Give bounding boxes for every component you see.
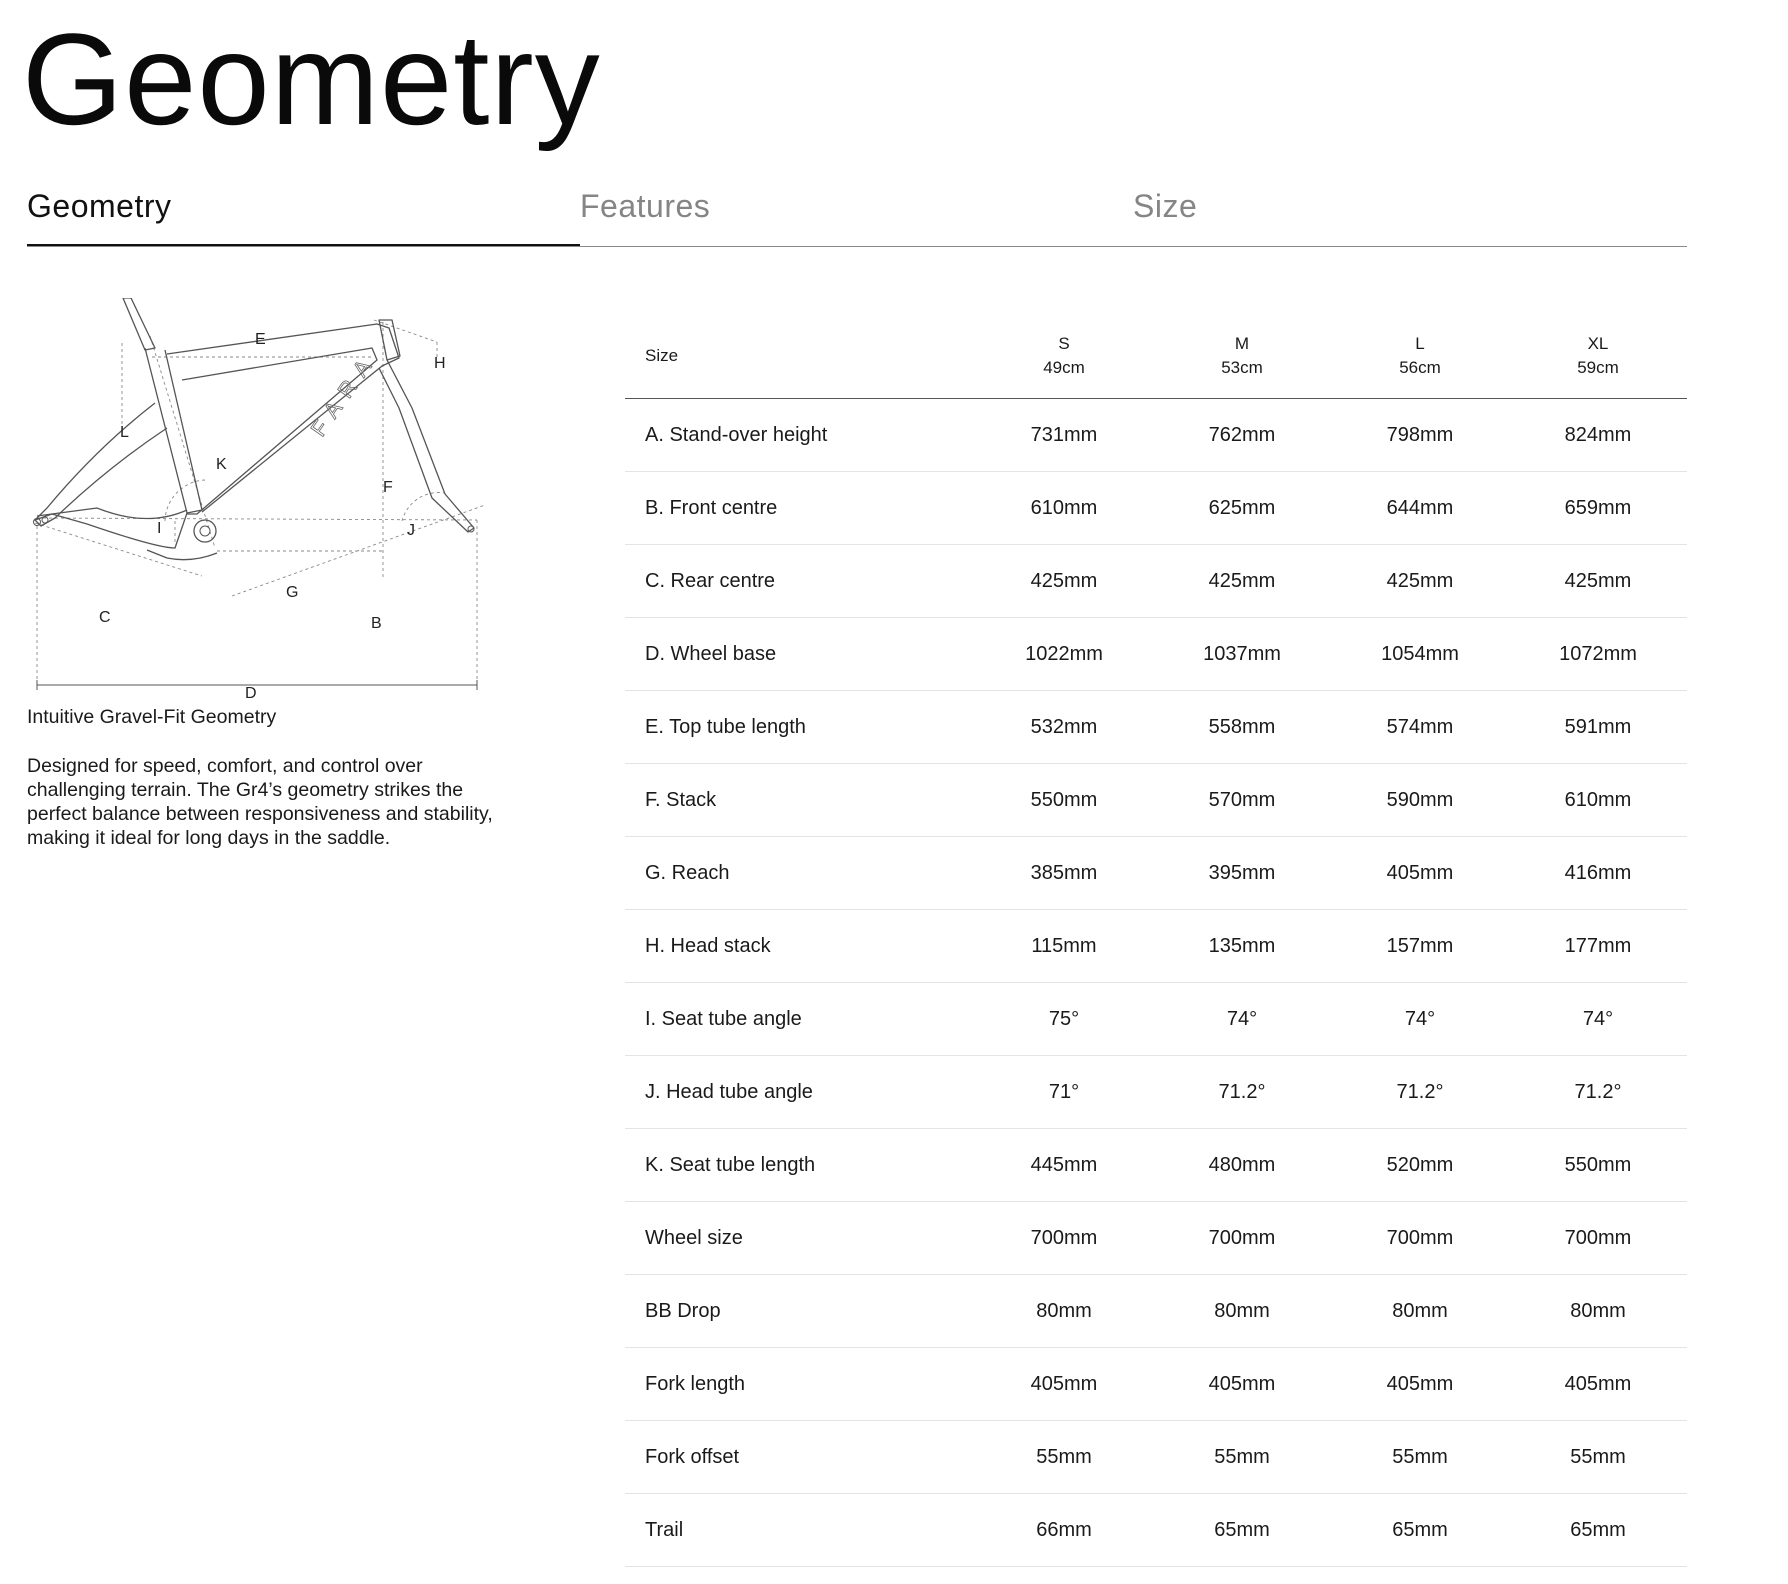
cell-value: 416mm xyxy=(1509,837,1687,910)
cell-value: 625mm xyxy=(1153,472,1331,545)
cell-value: 55mm xyxy=(1509,1421,1687,1494)
label-e: E xyxy=(255,331,266,348)
row-label: E. Top tube length xyxy=(625,691,975,764)
cell-value: 385mm xyxy=(975,837,1153,910)
diagram-description: Designed for speed, comfort, and control over challenging terrain. The Gr4’s geometry strikes the perfect balance between responsiveness and stability, making it ideal for long days in the saddle. xyxy=(27,755,493,849)
bottom-bracket xyxy=(194,520,216,542)
label-f: F xyxy=(383,479,393,496)
cell-value: 80mm xyxy=(975,1275,1153,1348)
cell-value: 1037mm xyxy=(1153,618,1331,691)
label-b: B xyxy=(371,615,382,632)
label-j: J xyxy=(407,522,415,539)
cell-value: 480mm xyxy=(1153,1129,1331,1202)
table-row xyxy=(625,1494,1687,1567)
cell-value: 65mm xyxy=(1331,1494,1509,1567)
cell-value: 574mm xyxy=(1331,691,1509,764)
size-cm: 53cm xyxy=(1221,358,1263,377)
cell-value: 425mm xyxy=(1331,545,1509,618)
cell-value: 135mm xyxy=(1153,910,1331,983)
cell-value: 80mm xyxy=(1331,1275,1509,1348)
cell-value: 66mm xyxy=(975,1494,1153,1567)
cell-value: 700mm xyxy=(1331,1202,1509,1275)
cell-value: 55mm xyxy=(975,1421,1153,1494)
tab-features[interactable]: Features xyxy=(580,188,711,224)
cell-value: 157mm xyxy=(1331,910,1509,983)
table-row xyxy=(625,837,1687,910)
cell-value: 700mm xyxy=(1153,1202,1331,1275)
cell-value: 425mm xyxy=(1153,545,1331,618)
table-row xyxy=(625,1421,1687,1494)
row-label: D. Wheel base xyxy=(625,618,975,691)
row-label: BB Drop xyxy=(625,1275,975,1348)
geometry-table xyxy=(625,314,1687,1567)
cell-value: 115mm xyxy=(975,910,1153,983)
frame-diagram-svg xyxy=(27,298,487,698)
cell-value: 610mm xyxy=(1509,764,1687,837)
table-row xyxy=(625,983,1687,1056)
measure-ticks xyxy=(37,680,477,690)
cell-value: 700mm xyxy=(1509,1202,1687,1275)
table-row xyxy=(625,691,1687,764)
cell-value: 405mm xyxy=(1331,837,1509,910)
cell-value: 550mm xyxy=(1509,1129,1687,1202)
tab-size[interactable]: Size xyxy=(1133,188,1198,224)
cell-value: 65mm xyxy=(1509,1494,1687,1567)
label-d: D xyxy=(245,685,257,698)
bottom-bracket-inner xyxy=(200,526,210,536)
cell-value: 731mm xyxy=(975,399,1153,472)
size-s-header xyxy=(975,314,1153,399)
cell-value: 425mm xyxy=(975,545,1153,618)
cell-value: 1054mm xyxy=(1331,618,1509,691)
cell-value: 74° xyxy=(1153,983,1331,1056)
table-row xyxy=(625,1056,1687,1129)
cell-value: 532mm xyxy=(975,691,1153,764)
cell-value: 1022mm xyxy=(975,618,1153,691)
table-row xyxy=(625,1348,1687,1421)
table-row xyxy=(625,1202,1687,1275)
diagram-caption: Intuitive Gravel-Fit Geometry xyxy=(27,706,277,728)
label-g: G xyxy=(286,584,299,601)
cell-value: 824mm xyxy=(1509,399,1687,472)
frame-geometry-diagram xyxy=(27,298,487,698)
cell-value: 798mm xyxy=(1331,399,1509,472)
cell-value: 520mm xyxy=(1331,1129,1509,1202)
cell-value: 590mm xyxy=(1331,764,1509,837)
label-i: I xyxy=(157,520,162,537)
cell-value: 65mm xyxy=(1153,1494,1331,1567)
dimension-lines xyxy=(35,320,485,688)
label-h: H xyxy=(434,355,446,372)
cell-value: 591mm xyxy=(1509,691,1687,764)
cell-value: 55mm xyxy=(1153,1421,1331,1494)
row-label: K. Seat tube length xyxy=(625,1129,975,1202)
size-xl-header xyxy=(1509,314,1687,399)
table-row xyxy=(625,545,1687,618)
cell-value: 570mm xyxy=(1153,764,1331,837)
label-l: L xyxy=(120,424,129,441)
cell-value: 1072mm xyxy=(1509,618,1687,691)
cell-value: 71.2° xyxy=(1509,1056,1687,1129)
tab-geometry[interactable]: Geometry xyxy=(27,178,580,246)
cell-value: 71.2° xyxy=(1153,1056,1331,1129)
row-label: Fork length xyxy=(625,1348,975,1421)
cell-value: 644mm xyxy=(1331,472,1509,545)
size-l-header xyxy=(1331,314,1509,399)
size-letter: XL xyxy=(1587,334,1609,353)
cell-value: 405mm xyxy=(975,1348,1153,1421)
cell-value: 550mm xyxy=(975,764,1153,837)
row-label: Fork offset xyxy=(625,1421,975,1494)
cell-value: 74° xyxy=(1331,983,1509,1056)
table-row xyxy=(625,1129,1687,1202)
row-label: B. Front centre xyxy=(625,472,975,545)
label-c: C xyxy=(99,609,111,626)
size-header: Size xyxy=(625,314,975,399)
row-label: A. Stand-over height xyxy=(625,399,975,472)
size-cm: 56cm xyxy=(1399,358,1441,377)
page-title: Geometry xyxy=(22,6,601,152)
cell-value: 395mm xyxy=(1153,837,1331,910)
row-label: F. Stack xyxy=(625,764,975,837)
table-row xyxy=(625,910,1687,983)
row-label: J. Head tube angle xyxy=(625,1056,975,1129)
cell-value: 75° xyxy=(975,983,1153,1056)
tab-bar xyxy=(27,178,1687,247)
row-label: G. Reach xyxy=(625,837,975,910)
dimension-labels xyxy=(99,331,446,698)
cell-value: 610mm xyxy=(975,472,1153,545)
cell-value: 405mm xyxy=(1331,1348,1509,1421)
cell-value: 177mm xyxy=(1509,910,1687,983)
table-row xyxy=(625,764,1687,837)
cell-value: 425mm xyxy=(1509,545,1687,618)
size-letter: S xyxy=(1058,334,1070,353)
cell-value: 80mm xyxy=(1153,1275,1331,1348)
cell-value: 558mm xyxy=(1153,691,1331,764)
cell-value: 71° xyxy=(975,1056,1153,1129)
label-k: K xyxy=(216,456,227,473)
table-row xyxy=(625,1275,1687,1348)
size-letter: M xyxy=(1234,334,1250,353)
table-row xyxy=(625,618,1687,691)
cell-value: 80mm xyxy=(1509,1275,1687,1348)
row-label: C. Rear centre xyxy=(625,545,975,618)
table-row xyxy=(625,399,1687,472)
row-label: Trail xyxy=(625,1494,975,1567)
size-m-header xyxy=(1153,314,1331,399)
table-row xyxy=(625,472,1687,545)
cell-value: 762mm xyxy=(1153,399,1331,472)
cell-value: 445mm xyxy=(975,1129,1153,1202)
cell-value: 71.2° xyxy=(1331,1056,1509,1129)
row-label: I. Seat tube angle xyxy=(625,983,975,1056)
cell-value: 405mm xyxy=(1153,1348,1331,1421)
cell-value: 405mm xyxy=(1509,1348,1687,1421)
cell-value: 74° xyxy=(1509,983,1687,1056)
cell-value: 55mm xyxy=(1331,1421,1509,1494)
table-body xyxy=(625,399,1687,1567)
row-label: Wheel size xyxy=(625,1202,975,1275)
frame-brand-text: FARA xyxy=(305,346,383,441)
table-header-row xyxy=(625,314,1687,399)
cell-value: 700mm xyxy=(975,1202,1153,1275)
row-label: H. Head stack xyxy=(625,910,975,983)
size-letter: L xyxy=(1415,334,1425,353)
cell-value: 659mm xyxy=(1509,472,1687,545)
size-cm: 59cm xyxy=(1577,358,1619,377)
size-cm: 49cm xyxy=(1043,358,1085,377)
